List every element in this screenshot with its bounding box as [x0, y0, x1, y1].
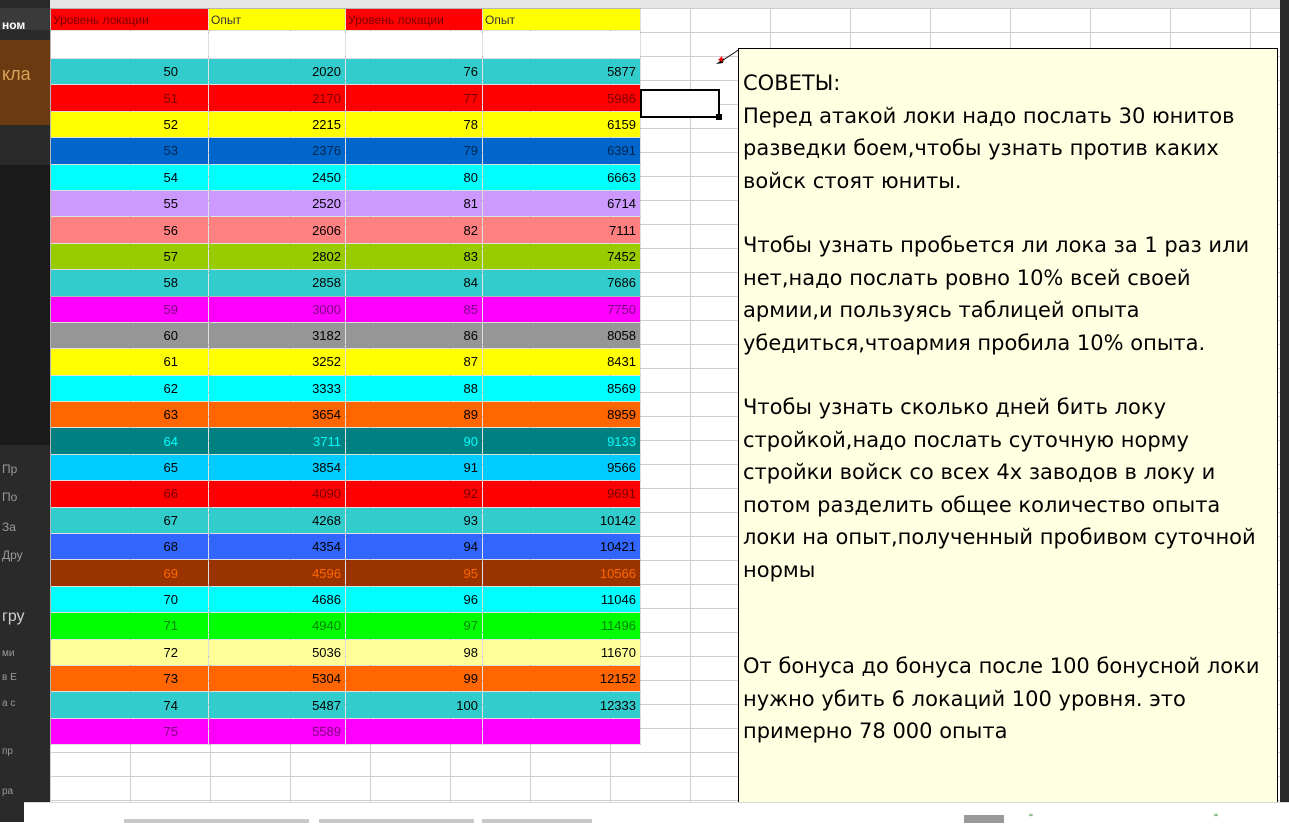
table-row	[51, 586, 641, 612]
background-text-fragment: ми	[2, 648, 15, 659]
table-row	[51, 560, 641, 586]
background-text-fragment: кла	[2, 64, 31, 84]
comment-tip-bonus: От бонуса до бонуса после 100 бонусной локи нужно убить 6 локаций 100 уровня. это примерно 78 000 опыта	[743, 654, 1260, 743]
experience-cell-2[interactable]: 7686	[483, 270, 641, 296]
tips-comment-box[interactable]	[738, 48, 1278, 808]
level-cell-2[interactable]: 81	[346, 190, 483, 216]
table-row	[51, 454, 641, 480]
experience-cell[interactable]: 2450	[209, 164, 346, 190]
background-text-fragment: Пр	[2, 462, 18, 476]
header-experience[interactable]: Опыт	[209, 9, 346, 31]
table-row	[51, 507, 641, 533]
level-cell-2[interactable]: 83	[346, 243, 483, 269]
experience-cell-2[interactable]: 12333	[483, 692, 641, 718]
table-row	[51, 85, 641, 111]
experience-cell[interactable]: 3252	[209, 349, 346, 375]
experience-cell-2[interactable]: 9691	[483, 481, 641, 507]
level-cell[interactable]: 54	[51, 164, 209, 190]
level-cell[interactable]: 75	[51, 718, 209, 744]
experience-cell[interactable]: 4268	[209, 507, 346, 533]
experience-cell[interactable]: 2802	[209, 243, 346, 269]
empty-cell[interactable]	[51, 31, 209, 59]
level-cell[interactable]: 68	[51, 534, 209, 560]
level-cell-2[interactable]: 89	[346, 402, 483, 428]
empty-cell[interactable]	[483, 31, 641, 59]
selected-cell[interactable]	[640, 89, 720, 118]
level-cell-2[interactable]: 95	[346, 560, 483, 586]
experience-cell-2[interactable]: 7750	[483, 296, 641, 322]
level-cell-2[interactable]: 76	[346, 59, 483, 85]
experience-cell-2[interactable]: 10142	[483, 507, 641, 533]
experience-cell-2[interactable]: 5877	[483, 59, 641, 85]
background-image-fragment	[0, 165, 50, 445]
experience-cell[interactable]: 3711	[209, 428, 346, 454]
experience-cell-2[interactable]: 11670	[483, 639, 641, 665]
background-text-fragment: а с	[2, 698, 16, 709]
background-text-fragment: Дру	[2, 548, 23, 562]
table-row	[51, 718, 641, 744]
experience-cell[interactable]: 4596	[209, 560, 346, 586]
level-cell[interactable]: 61	[51, 349, 209, 375]
blank-row	[51, 31, 641, 59]
table-row	[51, 349, 641, 375]
level-cell[interactable]: 60	[51, 322, 209, 348]
level-cell[interactable]: 65	[51, 454, 209, 480]
table-row	[51, 481, 641, 507]
experience-cell[interactable]: 3654	[209, 402, 346, 428]
level-cell-2[interactable]: 96	[346, 586, 483, 612]
level-cell-2[interactable]: 82	[346, 217, 483, 243]
experience-cell[interactable]: 2170	[209, 85, 346, 111]
background-text-fragment: пр	[2, 746, 13, 757]
level-cell-2[interactable]: 86	[346, 322, 483, 348]
background-text-fragment: ра	[2, 786, 14, 797]
background-quote-icon: “	[1029, 811, 1033, 825]
experience-table	[50, 8, 641, 745]
empty-cell[interactable]	[209, 31, 346, 59]
table-row	[51, 613, 641, 639]
experience-cell[interactable]: 4090	[209, 481, 346, 507]
table-row	[51, 428, 641, 454]
level-cell[interactable]: 59	[51, 296, 209, 322]
fill-handle[interactable]	[716, 114, 722, 120]
experience-cell[interactable]: 3182	[209, 322, 346, 348]
experience-cell-2[interactable]: 6714	[483, 190, 641, 216]
experience-cell-2[interactable]: 10421	[483, 534, 641, 560]
experience-cell[interactable]: 4940	[209, 613, 346, 639]
experience-cell-2[interactable]: 5986	[483, 85, 641, 111]
experience-cell[interactable]: 2376	[209, 138, 346, 164]
level-cell[interactable]: 50	[51, 59, 209, 85]
experience-cell-2[interactable]: 8959	[483, 402, 641, 428]
table-row	[51, 243, 641, 269]
experience-cell[interactable]: 2020	[209, 59, 346, 85]
level-cell-2[interactable]: 77	[346, 85, 483, 111]
level-cell-2[interactable]	[346, 718, 483, 744]
table-row	[51, 217, 641, 243]
experience-cell[interactable]: 2606	[209, 217, 346, 243]
experience-cell[interactable]: 2858	[209, 270, 346, 296]
level-cell-2[interactable]: 100	[346, 692, 483, 718]
experience-cell-2[interactable]: 11496	[483, 613, 641, 639]
level-cell[interactable]: 53	[51, 138, 209, 164]
experience-cell-2[interactable]: 8431	[483, 349, 641, 375]
level-cell-2[interactable]: 92	[346, 481, 483, 507]
level-cell[interactable]: 52	[51, 111, 209, 137]
level-cell[interactable]: 70	[51, 586, 209, 612]
level-cell-2[interactable]: 80	[346, 164, 483, 190]
level-cell-2[interactable]: 90	[346, 428, 483, 454]
experience-cell[interactable]: 3000	[209, 296, 346, 322]
experience-cell[interactable]: 4686	[209, 586, 346, 612]
experience-cell[interactable]: 4354	[209, 534, 346, 560]
level-cell[interactable]: 67	[51, 507, 209, 533]
experience-cell-2[interactable]: 9566	[483, 454, 641, 480]
level-cell[interactable]: 58	[51, 270, 209, 296]
level-cell-2[interactable]: 99	[346, 665, 483, 691]
empty-cell[interactable]	[346, 31, 483, 59]
table-header-row	[51, 9, 641, 31]
level-cell[interactable]: 51	[51, 85, 209, 111]
table-row	[51, 138, 641, 164]
background-tab-fragment	[124, 819, 309, 823]
experience-cell[interactable]: 5589	[209, 718, 346, 744]
level-cell[interactable]: 62	[51, 375, 209, 401]
table-row	[51, 270, 641, 296]
experience-cell[interactable]: 2215	[209, 111, 346, 137]
table-row	[51, 296, 641, 322]
header-experience-2[interactable]: Опыт	[483, 9, 641, 31]
experience-cell-2[interactable]: 8058	[483, 322, 641, 348]
level-cell[interactable]: 55	[51, 190, 209, 216]
comment-title: СОВЕТЫ:	[743, 71, 841, 95]
level-cell-2[interactable]: 98	[346, 639, 483, 665]
comment-tip-scouting: Перед атакой локи надо послать 30 юнитов разведки боем,чтобы узнать против каких войск стоят юниты.	[743, 103, 1235, 193]
table-row	[51, 375, 641, 401]
background-tab-fragment	[482, 819, 592, 823]
table-row	[51, 190, 641, 216]
level-cell[interactable]: 72	[51, 639, 209, 665]
level-cell[interactable]: 74	[51, 692, 209, 718]
background-page-bottom	[24, 802, 1289, 823]
background-text-fragment: гру	[2, 608, 25, 625]
background-tab-fragment	[319, 819, 474, 823]
table-row	[51, 692, 641, 718]
level-cell[interactable]: 66	[51, 481, 209, 507]
table-row	[51, 164, 641, 190]
level-cell[interactable]: 56	[51, 217, 209, 243]
experience-cell[interactable]: 3854	[209, 454, 346, 480]
experience-cell-2[interactable]: 11046	[483, 586, 641, 612]
level-cell-2[interactable]: 79	[346, 138, 483, 164]
experience-cell[interactable]: 5304	[209, 665, 346, 691]
level-cell-2[interactable]: 85	[346, 296, 483, 322]
level-cell-2[interactable]: 84	[346, 270, 483, 296]
background-text-fragment: По	[2, 490, 18, 504]
level-cell-2[interactable]: 87	[346, 349, 483, 375]
experience-cell-2[interactable]: 6391	[483, 138, 641, 164]
background-page-right	[1280, 0, 1289, 822]
level-cell[interactable]: 57	[51, 243, 209, 269]
level-cell[interactable]: 64	[51, 428, 209, 454]
background-page-left	[0, 0, 50, 822]
level-cell-2[interactable]: 93	[346, 507, 483, 533]
experience-cell-2[interactable]: 10566	[483, 560, 641, 586]
experience-cell-2[interactable]	[483, 718, 641, 744]
experience-cell[interactable]: 5487	[209, 692, 346, 718]
header-location-level-2[interactable]: Уровень локации	[346, 9, 483, 31]
table-row	[51, 639, 641, 665]
level-cell-2[interactable]: 88	[346, 375, 483, 401]
experience-cell-2[interactable]: 8569	[483, 375, 641, 401]
table-row	[51, 322, 641, 348]
background-text-fragment: ном	[2, 18, 26, 32]
table-row	[51, 111, 641, 137]
experience-cell[interactable]: 2520	[209, 190, 346, 216]
background-quote-icon: “	[1214, 811, 1218, 825]
table-row	[51, 402, 641, 428]
background-text-fragment: в Е	[2, 672, 17, 683]
experience-cell-2[interactable]: 6663	[483, 164, 641, 190]
level-cell[interactable]: 71	[51, 613, 209, 639]
experience-cell-2[interactable]: 7452	[483, 243, 641, 269]
level-cell-2[interactable]: 94	[346, 534, 483, 560]
experience-cell-2[interactable]: 12152	[483, 665, 641, 691]
experience-cell[interactable]: 3333	[209, 375, 346, 401]
comment-tip-ten-percent: Чтобы узнать пробьется ли лока за 1 раз или нет,надо послать ровно 10% всей своей армии,и пользуясь таблицей опыта убедиться,чтоармия пробила 10% опыта.	[743, 233, 1250, 355]
level-cell[interactable]: 69	[51, 560, 209, 586]
level-cell[interactable]: 63	[51, 402, 209, 428]
level-cell[interactable]: 73	[51, 665, 209, 691]
table-row	[51, 59, 641, 85]
level-cell-2[interactable]: 97	[346, 613, 483, 639]
level-cell-2[interactable]: 78	[346, 111, 483, 137]
experience-cell-2[interactable]: 9133	[483, 428, 641, 454]
background-text-fragment: За	[2, 520, 16, 534]
table-row	[51, 534, 641, 560]
table-row	[51, 665, 641, 691]
comment-tip-days: Чтобы узнать сколько дней бить локу стройкой,надо послать суточную норму стройки войск со всех 4х заводов в локу и потом разделить общее количество опыта локи на опыт,полученный пробивом суточной нормы	[743, 395, 1256, 582]
level-cell-2[interactable]: 91	[346, 454, 483, 480]
experience-cell-2[interactable]: 7111	[483, 217, 641, 243]
experience-cell-2[interactable]: 6159	[483, 111, 641, 137]
experience-cell[interactable]: 5036	[209, 639, 346, 665]
header-location-level[interactable]: Уровень локации	[51, 9, 209, 31]
